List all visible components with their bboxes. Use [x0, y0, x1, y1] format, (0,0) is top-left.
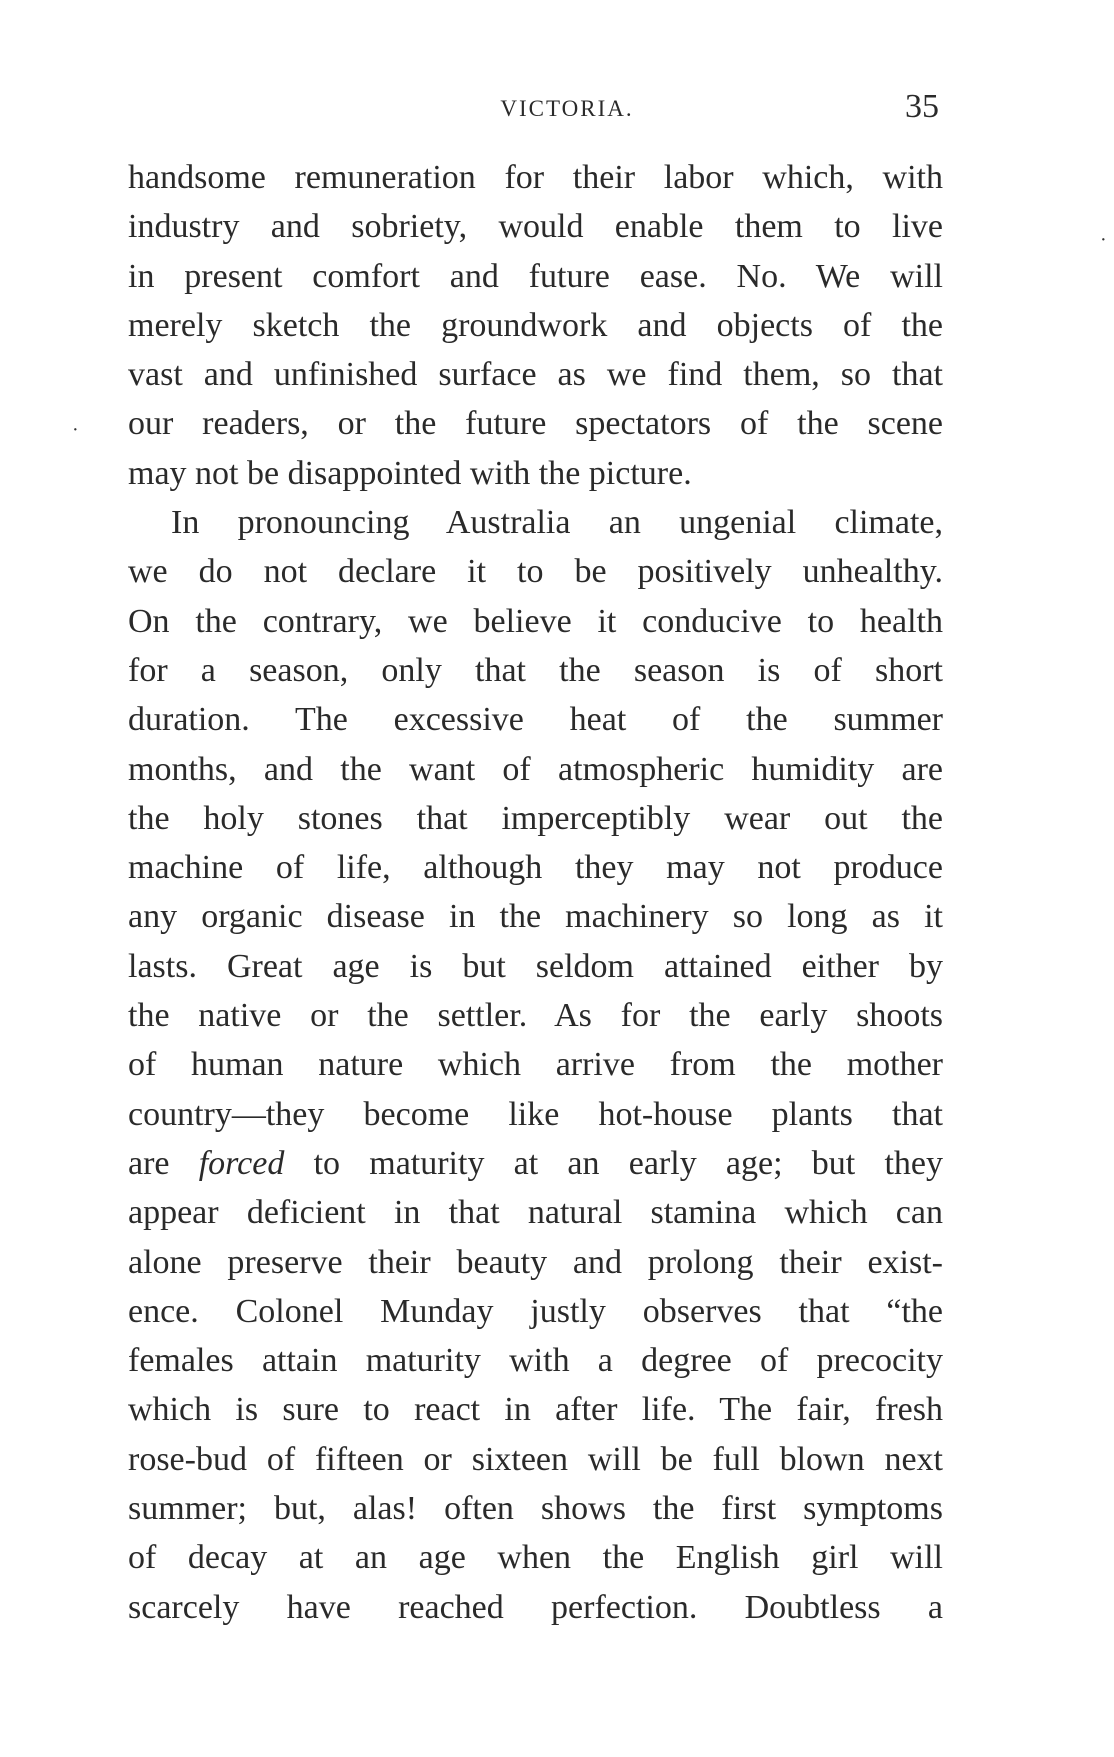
text-line: lasts. Great age is but seldom attained either by — [128, 947, 943, 985]
margin-speck: · — [72, 419, 79, 441]
text-segment: to maturity at an early age; but they — [284, 1144, 943, 1182]
text-line: we do not declare it to be positively unhealthy. — [128, 553, 943, 591]
text-line: In pronouncing Australia an ungenial climate, — [171, 504, 943, 542]
text-line: females attain maturity with a degree of precocity — [128, 1342, 943, 1380]
body-text — [128, 153, 943, 1632]
text-segment: are — [128, 1144, 199, 1182]
text-line: the native or the settler. As for the early shoots — [128, 997, 943, 1035]
text-line: rose-bud of fifteen or sixteen will be full blown next — [128, 1440, 943, 1478]
running-title: VICTORIA. — [500, 96, 634, 121]
text-line: vast and unfinished surface as we find them, so that — [128, 356, 943, 394]
margin-speck: · — [1100, 229, 1107, 251]
text-line: summer; but, alas! often shows the first symptoms — [128, 1490, 943, 1528]
text-line: scarcely have reached perfection. Doubtless a — [128, 1588, 943, 1626]
text-line: months, and the want of atmospheric humidity are — [128, 750, 943, 788]
text-line: ence. Colonel Munday justly observes that “the — [128, 1292, 943, 1330]
text-line: of decay at an age when the English girl will — [128, 1539, 943, 1577]
text-line: may not be disappointed with the picture. — [128, 454, 692, 492]
text-line: country—they become like hot-house plants that — [128, 1095, 943, 1133]
page-number: 35 — [905, 88, 939, 125]
text-line: in present comfort and future ease. No. We will — [128, 257, 943, 295]
text-line-with-italic — [128, 1139, 943, 1188]
text-line: for a season, only that the season is of short — [128, 651, 943, 689]
text-line: our readers, or the future spectators of the scene — [128, 405, 943, 443]
text-line: industry and sobriety, would enable them to live — [128, 208, 943, 246]
text-line: duration. The excessive heat of the summer — [128, 701, 943, 739]
text-line: the holy stones that imperceptibly wear out the — [128, 799, 943, 837]
text-line: merely sketch the groundwork and objects of the — [128, 306, 943, 344]
text-line: which is sure to react in after life. The fair, fresh — [128, 1391, 943, 1429]
italic-word: forced — [198, 1144, 285, 1182]
text-line: handsome remuneration for their labor which, with — [128, 159, 943, 196]
text-line: any organic disease in the machinery so long as it — [128, 898, 943, 936]
text-line: machine of life, although they may not produce — [128, 849, 943, 887]
text-line: On the contrary, we believe it conducive to health — [128, 602, 943, 640]
text-line: of human nature which arrive from the mother — [128, 1046, 943, 1084]
text-line: alone preserve their beauty and prolong their exist- — [128, 1243, 943, 1281]
text-line: appear deficient in that natural stamina which can — [128, 1194, 943, 1232]
